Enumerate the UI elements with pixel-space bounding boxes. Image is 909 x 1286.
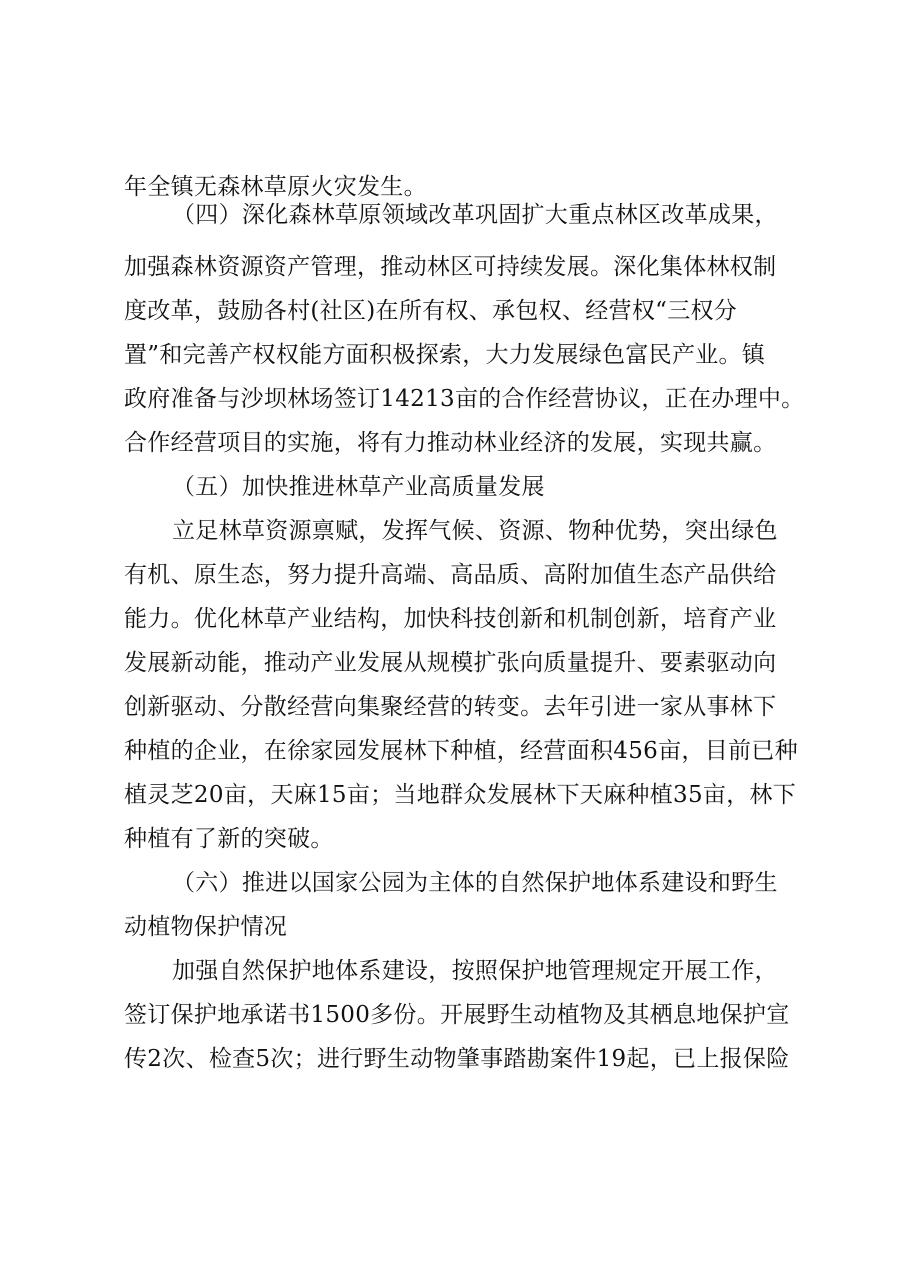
paragraph-line-3: 加强森林资源资产管理，推动林区可持续发展。深化集体林权制 bbox=[124, 254, 777, 280]
paragraph-line-1: 年全镇无森林草原火灾发生。 bbox=[124, 174, 427, 200]
paragraph-line-5: 置”和完善产权权能方面积极探索，大力发展绿色富民产业。镇 bbox=[124, 342, 766, 368]
paragraph-line-10: 有机、原生态，努力提升高端、高品质、高附加值生态产品供给 bbox=[124, 562, 777, 588]
paragraph-line-21: 传2次、检查5次；进行野生动物肇事踏勘案件19起，已上报保险 bbox=[124, 1046, 790, 1072]
section-heading-5: （五）加快推进林草产业高质量发展 bbox=[172, 474, 545, 500]
paragraph-line-13: 创新驱动、分散经营向集聚经营的转变。去年引进一家从事林下 bbox=[124, 694, 777, 720]
paragraph-line-4: 度改革，鼓励各村(社区)在所有权、承包权、经营权“三权分 bbox=[124, 298, 738, 324]
section-heading-6: （六）推进以国家公园为主体的自然保护地体系建设和野生 bbox=[172, 870, 778, 896]
paragraph-line-9: 立足林草资源禀赋，发挥气候、资源、物种优势，突出绿色 bbox=[172, 518, 778, 544]
paragraph-line-12: 发展新动能，推动产业发展从规模扩张向质量提升、要素驱动向 bbox=[124, 650, 777, 676]
paragraph-line-11: 能力。优化林草产业结构，加快科技创新和机制创新，培育产业 bbox=[124, 606, 777, 632]
section-heading-6-continued: 动植物保护情况 bbox=[124, 914, 288, 940]
paragraph-line-6: 政府准备与沙坝林场签订14213亩的合作经营协议，正在办理中。 bbox=[124, 386, 805, 412]
paragraph-line-19: 加强自然保护地体系建设，按照保护地管理规定开展工作， bbox=[172, 958, 778, 984]
paragraph-line-14: 种植的企业，在徐家园发展林下种植，经营面积456亩，目前已种 bbox=[124, 738, 798, 764]
paragraph-line-7: 合作经营项目的实施，将有力推动林业经济的发展，实现共赢。 bbox=[124, 430, 777, 456]
section-heading-4: （四）深化森林草原领域改革巩固扩大重点林区改革成果， bbox=[172, 202, 778, 228]
paragraph-line-16: 种植有了新的突破。 bbox=[124, 826, 334, 852]
paragraph-line-20: 签订保护地承诺书1500多份。开展野生动植物及其栖息地保护宣 bbox=[124, 1002, 790, 1028]
paragraph-line-15: 植灵芝20亩，天麻15亩；当地群众发展林下天麻种植35亩，林下 bbox=[124, 782, 797, 808]
